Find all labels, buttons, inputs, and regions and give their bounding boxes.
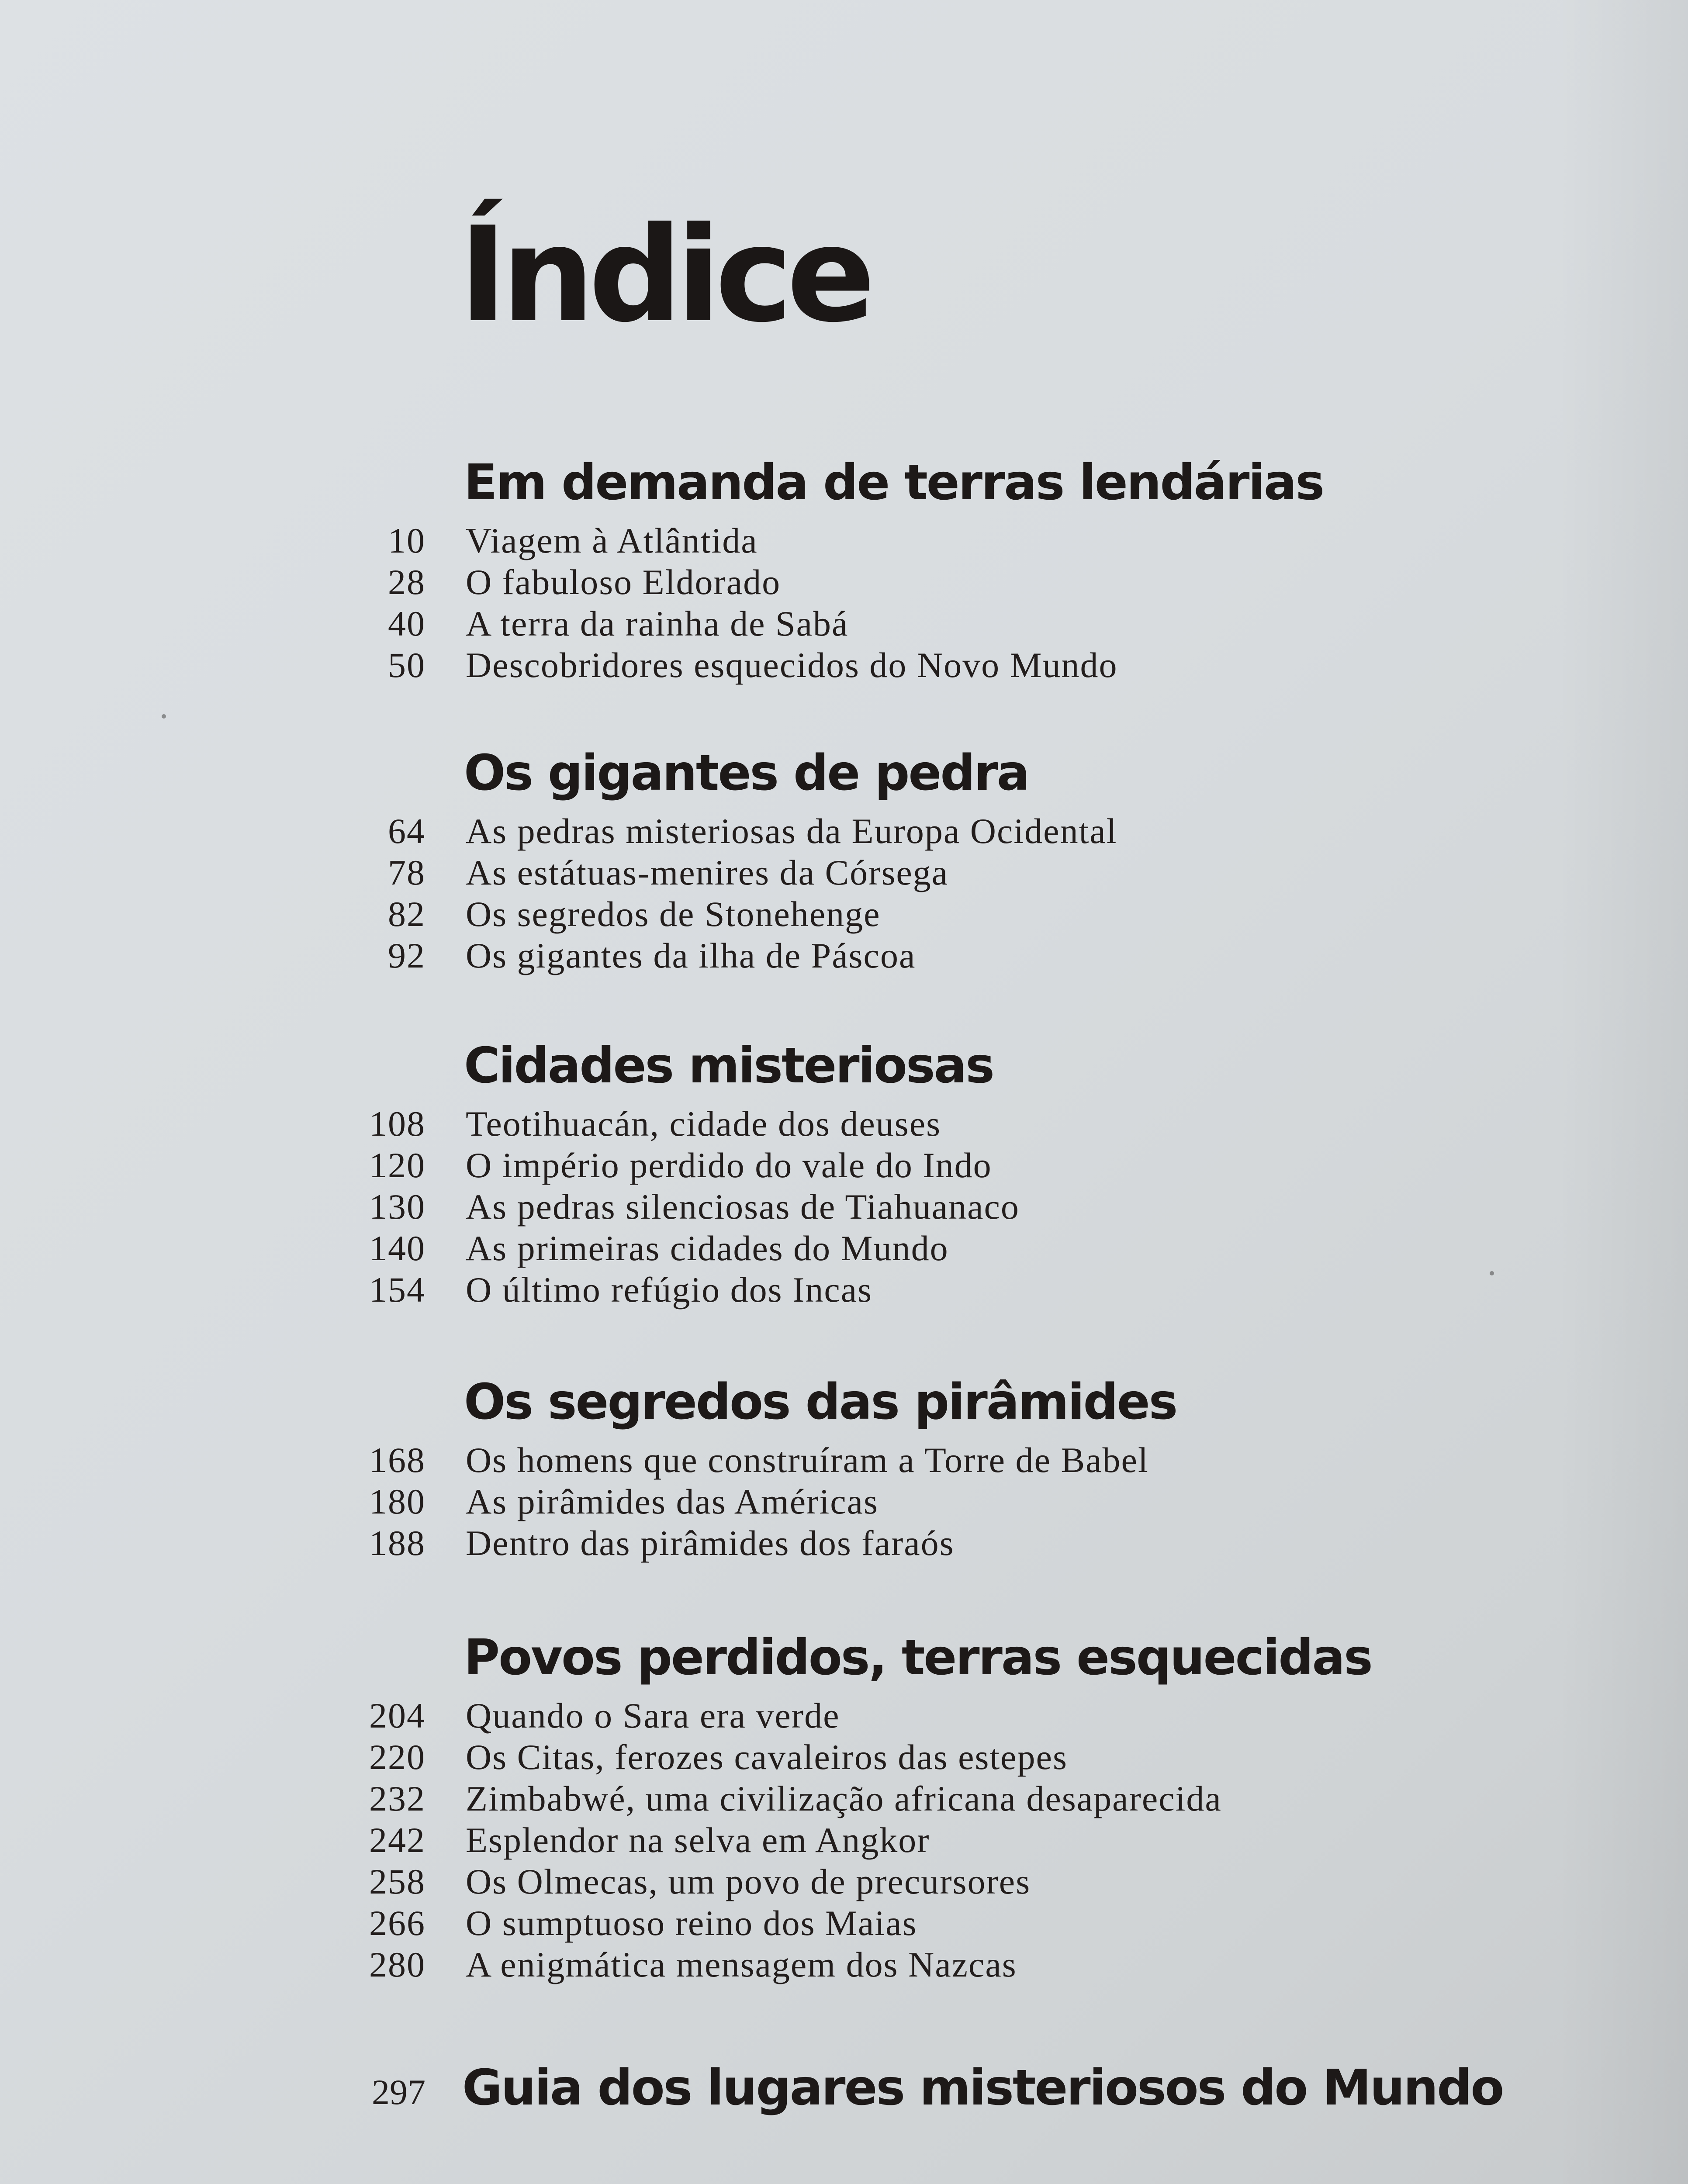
entry-page-number: 266 (369, 1903, 425, 1943)
final-toc-entry (0, 2051, 1688, 2125)
entry-title: O império perdido do vale do Indo (466, 1145, 992, 1185)
toc-entry (0, 1227, 1688, 1269)
entry-page-number: 108 (369, 1104, 425, 1144)
toc-entry (0, 1269, 1688, 1310)
entry-list (0, 1695, 1688, 1985)
toc-section (0, 446, 1688, 686)
toc-section (0, 1029, 1688, 1310)
entry-title: Teotihuacán, cidade dos deuses (466, 1104, 941, 1144)
entry-page-number: 28 (388, 562, 425, 602)
entry-page-number: 242 (369, 1820, 425, 1860)
page-title: Índice (459, 199, 870, 351)
entry-title: Os segredos de Stonehenge (466, 894, 881, 934)
entry-list (0, 520, 1688, 686)
entry-title: As pedras misteriosas da Europa Ocidental (466, 811, 1117, 851)
table-of-contents (0, 446, 1688, 2125)
toc-entry (0, 1439, 1688, 1481)
entry-list (0, 1103, 1688, 1310)
entry-page-number: 140 (369, 1228, 425, 1268)
section-title: Povos perdidos, terras esquecidas (464, 1629, 1372, 1686)
entry-title: Os gigantes da ilha de Páscoa (466, 936, 916, 975)
section-title: Os gigantes de pedra (464, 745, 1029, 802)
entry-title: Os Olmecas, um povo de precursores (466, 1862, 1031, 1901)
entry-title: Os homens que construíram a Torre de Babel (466, 1440, 1149, 1480)
entry-title: Viagem à Atlântida (466, 521, 758, 560)
toc-entry (0, 935, 1688, 976)
toc-entry (0, 1736, 1688, 1778)
entry-page-number: 10 (388, 521, 425, 560)
entry-title: A terra da rainha de Sabá (466, 604, 849, 643)
toc-section (0, 1621, 1688, 1985)
toc-entry (0, 1186, 1688, 1227)
entry-title: O último refúgio dos Incas (466, 1270, 873, 1310)
toc-entry (0, 810, 1688, 852)
entry-title: Quando o Sara era verde (466, 1696, 840, 1735)
toc-entry (0, 1481, 1688, 1522)
entry-page-number: 297 (372, 2072, 425, 2112)
final-section-title: Guia dos lugares misteriosos do Mundo (462, 2060, 1503, 2116)
entry-title: O fabuloso Eldorado (466, 562, 781, 602)
entry-title: Esplendor na selva em Angkor (466, 1820, 930, 1860)
entry-page-number: 40 (388, 604, 425, 643)
entry-title: O sumptuoso reino dos Maias (466, 1903, 917, 1943)
toc-entry (0, 1103, 1688, 1144)
entry-page-number: 64 (388, 811, 425, 851)
entry-title: Os Citas, ferozes cavaleiros das estepes (466, 1737, 1068, 1777)
entry-page-number: 180 (369, 1482, 425, 1521)
entry-page-number: 188 (369, 1523, 425, 1563)
entry-title: As primeiras cidades do Mundo (466, 1228, 949, 1268)
section-title: Os segredos das pirâmides (464, 1374, 1177, 1431)
toc-entry (0, 603, 1688, 644)
section-title: Cidades misteriosas (464, 1037, 993, 1094)
toc-entry (0, 852, 1688, 893)
entry-page-number: 78 (388, 853, 425, 892)
toc-entry (0, 1861, 1688, 1902)
toc-entry (0, 1902, 1688, 1944)
entry-title: As pedras silenciosas de Tiahuanaco (466, 1187, 1020, 1227)
entry-page-number: 280 (369, 1945, 425, 1984)
toc-entry (0, 561, 1688, 603)
entry-title: Descobridores esquecidos do Novo Mundo (466, 645, 1118, 685)
entry-title: Zimbabwé, uma civilização africana desaparecida (466, 1779, 1222, 1818)
entry-title: As estátuas-menires da Córsega (466, 853, 949, 892)
entry-page-number: 130 (369, 1187, 425, 1227)
toc-entry (0, 644, 1688, 686)
entry-title: Dentro das pirâmides dos faraós (466, 1523, 955, 1563)
entry-page-number: 50 (388, 645, 425, 685)
toc-section (0, 1365, 1688, 1564)
toc-entry (0, 1944, 1688, 1985)
toc-entry (0, 520, 1688, 561)
entry-title: A enigmática mensagem dos Nazcas (466, 1945, 1017, 1984)
entry-page-number: 220 (369, 1737, 425, 1777)
section-title: Em demanda de terras lendárias (464, 454, 1324, 511)
toc-entry (0, 1819, 1688, 1861)
toc-entry (0, 1522, 1688, 1564)
entry-list (0, 810, 1688, 976)
entry-title: As pirâmides das Américas (466, 1482, 879, 1521)
entry-page-number: 120 (369, 1145, 425, 1185)
entry-page-number: 204 (369, 1696, 425, 1735)
entry-page-number: 258 (369, 1862, 425, 1901)
entry-page-number: 168 (369, 1440, 425, 1480)
toc-entry (0, 1144, 1688, 1186)
toc-entry (0, 1778, 1688, 1819)
toc-section (0, 736, 1688, 976)
entry-list (0, 1439, 1688, 1564)
toc-entry (0, 893, 1688, 935)
toc-entry (0, 1695, 1688, 1736)
entry-page-number: 92 (388, 936, 425, 975)
entry-page-number: 82 (388, 894, 425, 934)
entry-page-number: 154 (369, 1270, 425, 1310)
entry-page-number: 232 (369, 1779, 425, 1818)
